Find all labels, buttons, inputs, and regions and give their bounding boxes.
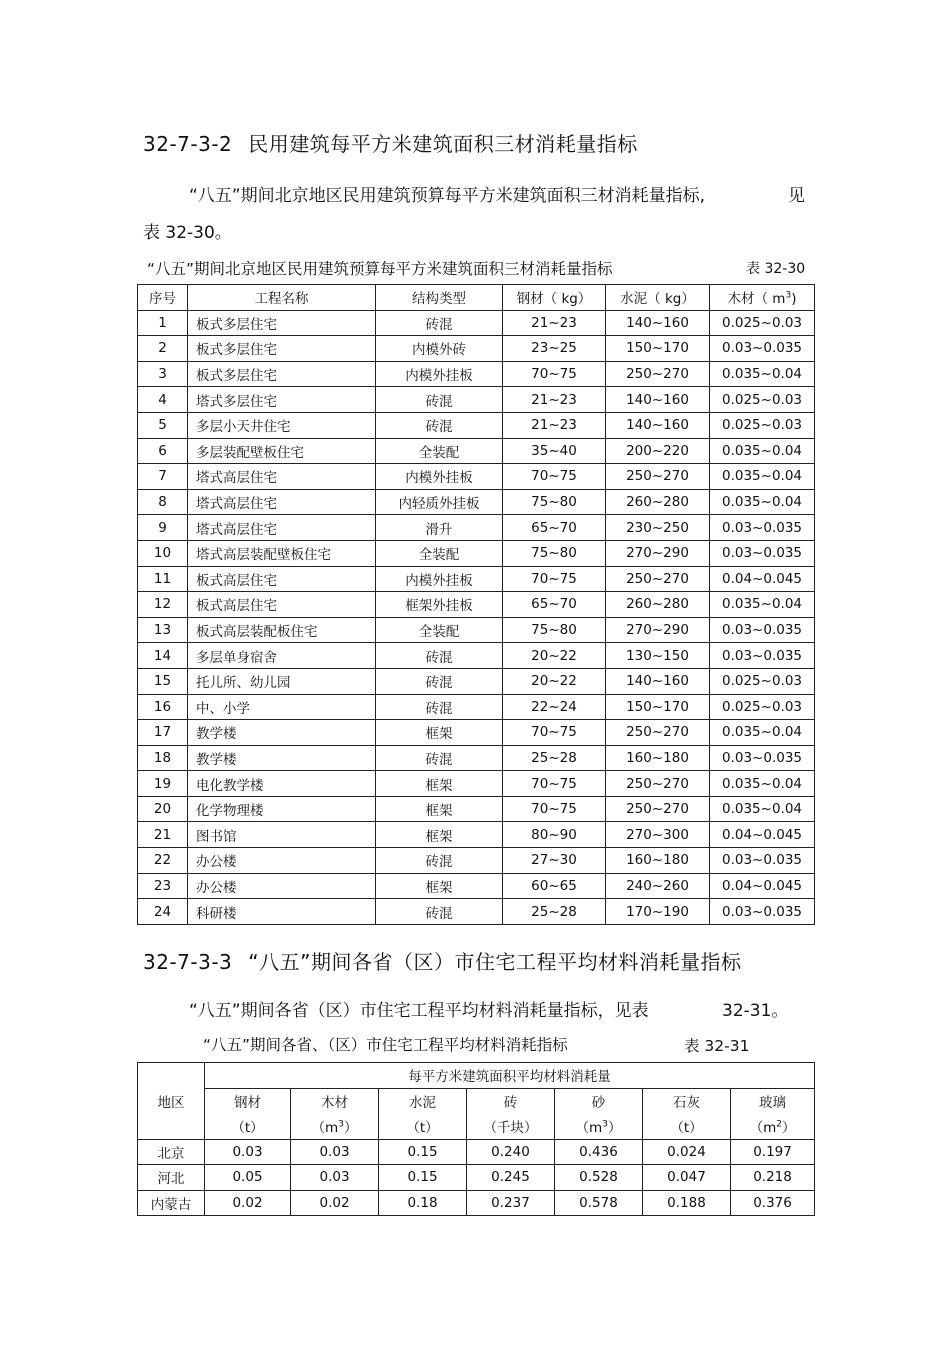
cell-value: 0.245 <box>467 1165 555 1191</box>
cell-wood: 0.035~0.04 <box>710 771 815 797</box>
paragraph-line: “八五”期间北京地区民用建筑预算每平方米建筑面积三材消耗量指标, <box>189 186 706 206</box>
header-structure: 结构类型 <box>376 285 503 311</box>
section-heading-32-7-3-3 <box>143 946 742 975</box>
cell-structure: 砖混 <box>376 412 503 438</box>
cell-cement: 250~270 <box>606 464 710 490</box>
column-name: 水泥 <box>379 1088 467 1114</box>
cell-name: 托儿所、幼儿园 <box>188 668 376 694</box>
cell-value: 0.15 <box>379 1139 467 1165</box>
cell-wood: 0.04~0.045 <box>710 566 815 592</box>
cell-structure: 框架 <box>376 873 503 899</box>
cell-cement: 140~160 <box>606 412 710 438</box>
cell-value: 0.218 <box>731 1165 815 1191</box>
cell-name: 电化教学楼 <box>188 771 376 797</box>
cell-wood: 0.025~0.03 <box>710 694 815 720</box>
cell-cement: 200~220 <box>606 438 710 464</box>
cell-structure: 砖混 <box>376 310 503 336</box>
cell-seq: 11 <box>138 566 188 592</box>
cell-wood: 0.03~0.035 <box>710 848 815 874</box>
cell-steel: 65~70 <box>503 592 606 618</box>
cell-steel: 21~23 <box>503 387 606 413</box>
cell-seq: 19 <box>138 771 188 797</box>
cell-wood: 0.035~0.04 <box>710 592 815 618</box>
cell-name: 多层单身宿舍 <box>188 643 376 669</box>
table-32-31 <box>137 1062 815 1216</box>
cell-structure: 全装配 <box>376 617 503 643</box>
cell-structure: 框架 <box>376 720 503 746</box>
cell-cement: 160~180 <box>606 848 710 874</box>
header-steel: 钢材（ kg） <box>503 285 606 311</box>
cell-name: 塔式多层住宅 <box>188 387 376 413</box>
cell-seq: 24 <box>138 899 188 925</box>
table-row <box>138 387 815 413</box>
table-row <box>138 1190 815 1216</box>
cell-seq: 3 <box>138 361 188 387</box>
cell-name: 化学物理楼 <box>188 796 376 822</box>
table-row <box>138 464 815 490</box>
cell-structure: 框架 <box>376 796 503 822</box>
header-group: 每平方米建筑面积平均材料消耗量 <box>205 1063 815 1089</box>
paragraph-line: “八五”期间各省（区）市住宅工程平均材料消耗量指标，见表 <box>189 1001 649 1021</box>
cell-cement: 250~270 <box>606 771 710 797</box>
cell-name: 板式高层装配板住宅 <box>188 617 376 643</box>
cell-name: 多层装配壁板住宅 <box>188 438 376 464</box>
column-name: 砖 <box>467 1088 555 1114</box>
cell-cement: 260~280 <box>606 489 710 515</box>
table-row <box>138 796 815 822</box>
cell-steel: 60~65 <box>503 873 606 899</box>
cell-wood: 0.03~0.035 <box>710 336 815 362</box>
cell-structure: 砖混 <box>376 694 503 720</box>
cell-cement: 140~160 <box>606 387 710 413</box>
table-row <box>138 899 815 925</box>
table-row <box>138 771 815 797</box>
table-row <box>138 489 815 515</box>
cell-cement: 150~170 <box>606 694 710 720</box>
table-row <box>138 643 815 669</box>
cell-structure: 全装配 <box>376 540 503 566</box>
cell-seq: 17 <box>138 720 188 746</box>
cell-seq: 4 <box>138 387 188 413</box>
cell-seq: 23 <box>138 873 188 899</box>
cell-steel: 20~22 <box>503 643 606 669</box>
cell-wood: 0.03~0.035 <box>710 540 815 566</box>
column-unit: （t） <box>643 1114 731 1140</box>
cell-value: 0.436 <box>555 1139 643 1165</box>
cell-structure: 框架 <box>376 822 503 848</box>
column-unit-row <box>138 1114 815 1140</box>
table-caption: “八五”期间北京地区民用建筑预算每平方米建筑面积三材消耗量指标 <box>147 260 613 278</box>
cell-cement: 250~270 <box>606 361 710 387</box>
cell-wood: 0.025~0.03 <box>710 412 815 438</box>
column-name: 木材 <box>291 1088 379 1114</box>
cell-steel: 80~90 <box>503 822 606 848</box>
table-row <box>138 720 815 746</box>
table-row <box>138 361 815 387</box>
cell-steel: 22~24 <box>503 694 606 720</box>
cell-wood: 0.025~0.03 <box>710 668 815 694</box>
header-seq: 序号 <box>138 285 188 311</box>
table-ref: 表 32-30 <box>746 261 806 277</box>
cell-value: 0.02 <box>205 1190 291 1216</box>
cell-steel: 35~40 <box>503 438 606 464</box>
cell-value: 0.05 <box>205 1165 291 1191</box>
cell-name: 办公楼 <box>188 873 376 899</box>
cell-cement: 250~270 <box>606 566 710 592</box>
cell-cement: 170~190 <box>606 899 710 925</box>
cell-seq: 9 <box>138 515 188 541</box>
cell-steel: 75~80 <box>503 489 606 515</box>
cell-steel: 20~22 <box>503 668 606 694</box>
cell-name: 板式高层住宅 <box>188 592 376 618</box>
cell-steel: 21~23 <box>503 412 606 438</box>
table-row <box>138 566 815 592</box>
cell-wood: 0.035~0.04 <box>710 489 815 515</box>
table-row <box>138 745 815 771</box>
cell-structure: 全装配 <box>376 438 503 464</box>
section-number: 32-7-3-3 <box>143 950 233 974</box>
paragraph-line: 表 32-30。 <box>143 223 232 243</box>
table-row <box>138 668 815 694</box>
cell-seq: 14 <box>138 643 188 669</box>
section-heading-32-7-3-2 <box>143 128 638 157</box>
table-row <box>138 822 815 848</box>
cell-region: 河北 <box>138 1165 205 1191</box>
cell-cement: 150~170 <box>606 336 710 362</box>
cell-name: 板式多层住宅 <box>188 336 376 362</box>
paragraph-line-tail: 见 <box>788 186 805 206</box>
cell-steel: 70~75 <box>503 771 606 797</box>
cell-seq: 2 <box>138 336 188 362</box>
paragraph-ref: 32-31。 <box>722 1001 789 1021</box>
cell-cement: 160~180 <box>606 745 710 771</box>
cell-seq: 6 <box>138 438 188 464</box>
table-row <box>138 310 815 336</box>
cell-cement: 260~280 <box>606 592 710 618</box>
table-row <box>138 438 815 464</box>
cell-seq: 15 <box>138 668 188 694</box>
column-name-row <box>138 1088 815 1114</box>
cell-structure: 砖混 <box>376 387 503 413</box>
cell-structure: 滑升 <box>376 515 503 541</box>
cell-value: 0.03 <box>205 1139 291 1165</box>
cell-structure: 内模外挂板 <box>376 566 503 592</box>
cell-wood: 0.04~0.045 <box>710 822 815 848</box>
cell-seq: 22 <box>138 848 188 874</box>
cell-value: 0.03 <box>291 1165 379 1191</box>
cell-steel: 70~75 <box>503 720 606 746</box>
cell-cement: 250~270 <box>606 796 710 822</box>
column-unit: （千块） <box>467 1114 555 1140</box>
cell-seq: 7 <box>138 464 188 490</box>
cell-cement: 230~250 <box>606 515 710 541</box>
column-name: 砂 <box>555 1088 643 1114</box>
cell-wood: 0.03~0.035 <box>710 515 815 541</box>
column-name: 钢材 <box>205 1088 291 1114</box>
column-name: 石灰 <box>643 1088 731 1114</box>
cell-structure: 砖混 <box>376 668 503 694</box>
cell-cement: 140~160 <box>606 310 710 336</box>
section-number: 32-7-3-2 <box>143 132 233 156</box>
cell-name: 板式多层住宅 <box>188 361 376 387</box>
cell-seq: 12 <box>138 592 188 618</box>
cell-value: 0.237 <box>467 1190 555 1216</box>
cell-cement: 250~270 <box>606 720 710 746</box>
cell-steel: 65~70 <box>503 515 606 541</box>
cell-seq: 8 <box>138 489 188 515</box>
table-row <box>138 617 815 643</box>
cell-wood: 0.025~0.03 <box>710 387 815 413</box>
cell-name: 科研楼 <box>188 899 376 925</box>
cell-structure: 内模外挂板 <box>376 464 503 490</box>
cell-wood: 0.04~0.045 <box>710 873 815 899</box>
cell-value: 0.240 <box>467 1139 555 1165</box>
cell-seq: 13 <box>138 617 188 643</box>
table-caption: “八五”期间各省、（区）市住宅工程平均材料消耗指标 <box>203 1036 568 1054</box>
cell-value: 0.376 <box>731 1190 815 1216</box>
cell-steel: 70~75 <box>503 361 606 387</box>
cell-value: 0.024 <box>643 1139 731 1165</box>
cell-name: 教学楼 <box>188 720 376 746</box>
cell-region: 北京 <box>138 1139 205 1165</box>
cell-steel: 23~25 <box>503 336 606 362</box>
cell-structure: 砖混 <box>376 848 503 874</box>
group-header-row <box>138 1063 815 1089</box>
cell-name: 教学楼 <box>188 745 376 771</box>
cell-cement: 140~160 <box>606 668 710 694</box>
table-header-row <box>138 285 815 311</box>
cell-steel: 27~30 <box>503 848 606 874</box>
cell-seq: 1 <box>138 310 188 336</box>
cell-cement: 270~290 <box>606 617 710 643</box>
cell-seq: 16 <box>138 694 188 720</box>
section-title: 民用建筑每平方米建筑面积三材消耗量指标 <box>248 132 638 156</box>
cell-steel: 21~23 <box>503 310 606 336</box>
table-row <box>138 1165 815 1191</box>
cell-steel: 70~75 <box>503 566 606 592</box>
cell-wood: 0.035~0.04 <box>710 438 815 464</box>
header-region: 地区 <box>138 1063 205 1140</box>
header-wood: 木材（ $m^3$) <box>710 285 815 311</box>
cell-wood: 0.03~0.035 <box>710 643 815 669</box>
cell-seq: 10 <box>138 540 188 566</box>
cell-value: 0.197 <box>731 1139 815 1165</box>
column-unit: $(m^3)$ <box>555 1114 643 1140</box>
column-unit: $(m^3)$ <box>291 1114 379 1140</box>
cell-seq: 21 <box>138 822 188 848</box>
cell-wood: 0.035~0.04 <box>710 464 815 490</box>
cell-value: 0.578 <box>555 1190 643 1216</box>
cell-name: 塔式高层住宅 <box>188 464 376 490</box>
cell-name: 塔式高层住宅 <box>188 489 376 515</box>
cell-name: 图书馆 <box>188 822 376 848</box>
column-unit: （t） <box>379 1114 467 1140</box>
cell-cement: 240~260 <box>606 873 710 899</box>
cell-value: 0.047 <box>643 1165 731 1191</box>
cell-name: 中、小学 <box>188 694 376 720</box>
cell-name: 塔式高层装配壁板住宅 <box>188 540 376 566</box>
cell-seq: 18 <box>138 745 188 771</box>
cell-structure: 内轻质外挂板 <box>376 489 503 515</box>
table-row <box>138 515 815 541</box>
cell-steel: 75~80 <box>503 540 606 566</box>
cell-wood: 0.03~0.035 <box>710 899 815 925</box>
cell-value: 0.18 <box>379 1190 467 1216</box>
cell-value: 0.03 <box>291 1139 379 1165</box>
header-name: 工程名称 <box>188 285 376 311</box>
cell-steel: 25~28 <box>503 745 606 771</box>
cell-value: 0.188 <box>643 1190 731 1216</box>
cell-region: 内蒙古 <box>138 1190 205 1216</box>
cell-name: 板式高层住宅 <box>188 566 376 592</box>
cell-name: 多层小天井住宅 <box>188 412 376 438</box>
table-row <box>138 412 815 438</box>
cell-name: 办公楼 <box>188 848 376 874</box>
cell-wood: 0.035~0.04 <box>710 796 815 822</box>
cell-wood: 0.035~0.04 <box>710 361 815 387</box>
cell-steel: 25~28 <box>503 899 606 925</box>
cell-wood: 0.03~0.035 <box>710 617 815 643</box>
cell-wood: 0.025~0.03 <box>710 310 815 336</box>
cell-seq: 20 <box>138 796 188 822</box>
cell-structure: 内模外砖 <box>376 336 503 362</box>
column-unit: （t） <box>205 1114 291 1140</box>
cell-steel: 70~75 <box>503 796 606 822</box>
cell-cement: 270~290 <box>606 540 710 566</box>
table-row <box>138 592 815 618</box>
cell-steel: 70~75 <box>503 464 606 490</box>
table-row <box>138 694 815 720</box>
header-cement: 水泥（ kg） <box>606 285 710 311</box>
cell-structure: 框架外挂板 <box>376 592 503 618</box>
cell-value: 0.02 <box>291 1190 379 1216</box>
table-32-30 <box>137 284 815 925</box>
cell-name: 板式多层住宅 <box>188 310 376 336</box>
table-row <box>138 873 815 899</box>
table-row <box>138 1139 815 1165</box>
cell-cement: 130~150 <box>606 643 710 669</box>
cell-seq: 5 <box>138 412 188 438</box>
cell-value: 0.15 <box>379 1165 467 1191</box>
cell-steel: 75~80 <box>503 617 606 643</box>
cell-value: 0.528 <box>555 1165 643 1191</box>
cell-structure: 砖混 <box>376 745 503 771</box>
cell-cement: 270~300 <box>606 822 710 848</box>
cell-structure: 砖混 <box>376 899 503 925</box>
cell-structure: 内模外挂板 <box>376 361 503 387</box>
table-row <box>138 848 815 874</box>
cell-structure: 框架 <box>376 771 503 797</box>
table-ref: 表 32-31 <box>684 1037 750 1055</box>
table-row <box>138 336 815 362</box>
cell-wood: 0.035~0.04 <box>710 720 815 746</box>
table-row <box>138 540 815 566</box>
column-unit: $(m^2)$ <box>731 1114 815 1140</box>
cell-name: 塔式高层住宅 <box>188 515 376 541</box>
cell-structure: 砖混 <box>376 643 503 669</box>
section-title: “八五”期间各省（区）市住宅工程平均材料消耗量指标 <box>248 950 742 974</box>
column-name: 玻璃 <box>731 1088 815 1114</box>
cell-wood: 0.03~0.035 <box>710 745 815 771</box>
